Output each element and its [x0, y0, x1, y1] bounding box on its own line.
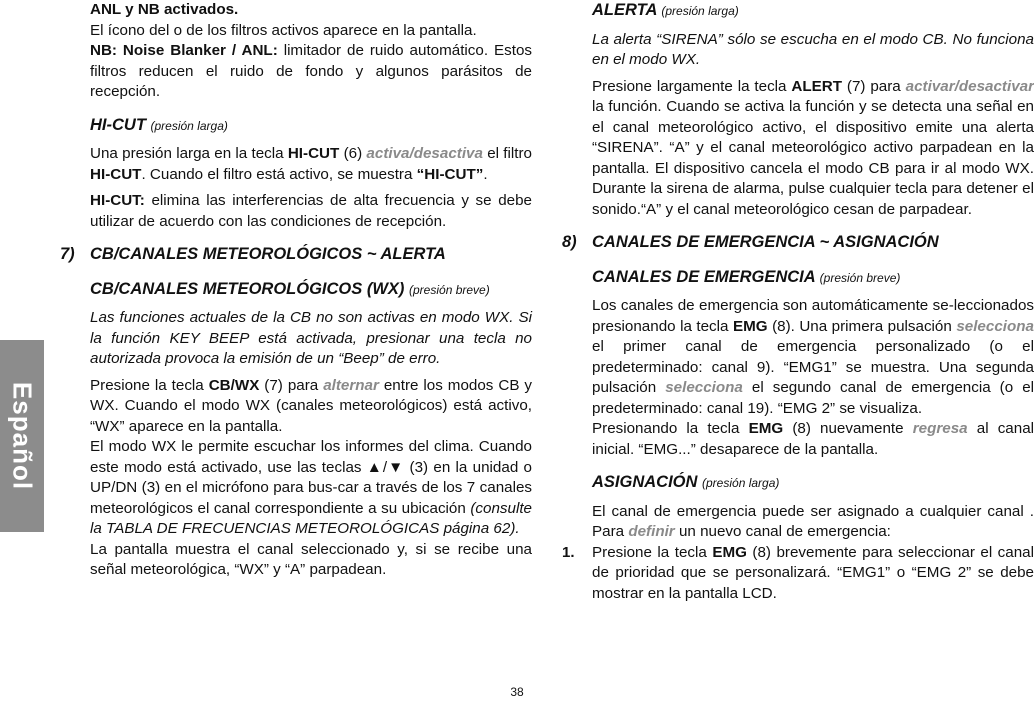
- page-number: 38: [510, 685, 524, 699]
- alerta-note: La alerta “SIRENA” sólo se escucha en el modo CB. No funciona en el modo WX.: [592, 30, 1034, 68]
- hicut-paragraph-2: HI-CUT: elimina las interferencias de alta frecuencia y se debe utilizar de acuerdo con las condiciones de recepción.: [90, 192, 532, 230]
- asignacion-heading: ASIGNACIÓN (presión larga): [592, 473, 780, 491]
- section-7-heading: 7) CB/CANALES METEOROLÓGICOS ~ ALERTA: [60, 245, 446, 263]
- hicut-heading: HI-CUT (presión larga): [90, 115, 228, 134]
- right-column: [562, 0, 1034, 610]
- left-column: [60, 0, 532, 587]
- anl-line: ANL y NB activados.: [90, 1, 239, 18]
- alerta-heading: ALERTA (presión larga): [592, 1, 739, 19]
- alerta-paragraph-2: Presione largamente la tecla ALERT (7) para activar/desactivar la función. Cuando se activa la función y se detecta una señal en el canal meteorológico activo, el dispositivo emite una alerta “SIRENA”. “A” y el canal meteorológico activo parpadean en la pantalla. El dispositivo cancela el modo CB para ir al modo WX. Durante la sirena de alarma, pulse cualquier tecla para detener el sonido.“A” y el canal meteorológico cesan de parpadear.: [592, 77, 1034, 218]
- wx-paragraph-3: El modo WX le permite escuchar los informes del clima. Cuando este modo está activado, use las teclas ▲/▼ (3) en la unidad o UP/DN (3) en el micrófono para bus-car a través de los 7 canales meteorológicos el canal correspondiente a su ubicación (consulte la TABLA DE FRECUENCIAS METEOROLÓGICAS página 62).: [90, 438, 532, 537]
- wx-paragraph-2: Presione la tecla CB/WX (7) para alternar entre los modos CB y WX. Cuando el modo WX (canales meteorológicos) está activo, “WX” aparece en la pantalla.: [90, 376, 532, 435]
- nb-paragraph: NB: Noise Blanker / ANL: limitador de ruido automático. Estos filtros reducen el ruido de fondo y algunos parásitos de recepción.: [90, 42, 532, 100]
- language-tab-label: Español: [7, 381, 38, 491]
- icon-paragraph: El ícono del o de los filtros activos aparece en la pantalla.: [90, 21, 477, 39]
- emg-heading: CANALES DE EMERGENCIA (presión breve): [592, 267, 901, 286]
- emg-paragraph-2: Presionando la tecla EMG (8) nuevamente regresa al canal inicial. “EMG...” desaparece de la pantalla.: [592, 420, 1034, 458]
- wx-note: Las funciones actuales de la CB no son activas en modo WX. Si la función KEY BEEP está activada, presionar una tecla no autorizada provoca la emisión de un “Beep” de erro.: [90, 309, 532, 367]
- emg-paragraph-1: Los canales de emergencia son automáticamente se-leccionados presionando la tecla EMG (8). Una primera pulsación selecciona el primer canal de emergencia personalizado (o el predeterminado: canal 9). “EMG1” se muestra. Una segunda pulsación selecciona el segundo canal de emergencia (o el predeterminado: canal 19). “EMG 2” se visualiza.: [592, 297, 1034, 417]
- section-8-heading: 8) CANALES DE EMERGENCIA ~ ASIGNACIÓN: [562, 233, 939, 251]
- asignacion-paragraph: El canal de emergencia puede ser asignado a cualquier canal . Para definir un nuevo canal de emergencia:: [592, 502, 1034, 540]
- step-1: 1. Presione la tecla EMG (8) brevemente para seleccionar el canal de prioridad que se personalizará. “EMG1” o “EMG 2” se debe mostrar en la pantalla LCD.: [562, 543, 1034, 602]
- wx-heading: CB/CANALES METEOROLÓGICOS (WX) (presión breve): [90, 279, 490, 298]
- wx-paragraph-4: La pantalla muestra el canal seleccionado y, si se recibe una señal meteorológica, “WX” y “A” parpadean.: [90, 540, 532, 578]
- hicut-paragraph-1: Una presión larga en la tecla HI-CUT (6) activa/desactiva el filtro HI-CUT. Cuando el filtro está activo, se muestra “HI-CUT”.: [90, 145, 532, 183]
